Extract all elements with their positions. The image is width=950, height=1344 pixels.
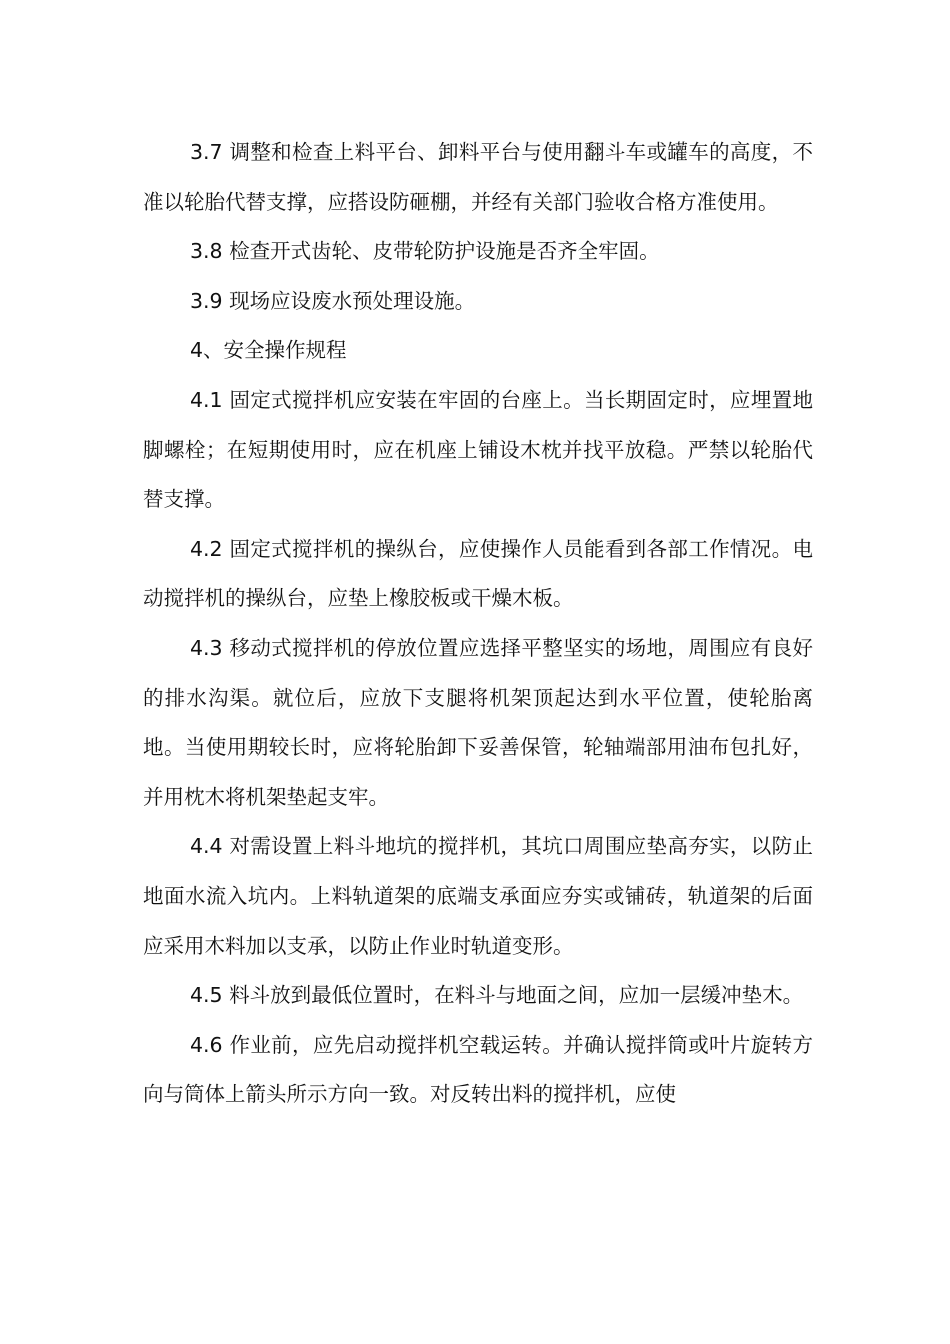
paragraph-4-5: 4.5 料斗放到最低位置时，在料斗与地面之间，应加一层缓冲垫木。	[190, 983, 804, 1008]
paragraph-3-9: 3.9 现场应设废水预处理设施。	[190, 288, 476, 313]
paragraph-3-7: 3.7 调整和检查上料平台、卸料平台与使用翻斗车或罐车的高度，不准以轮胎代替支撑，应搭设防砸棚，并经有关部门验收合格方准使用。	[143, 140, 813, 214]
paragraph-4-6: 4.6 作业前，应先启动搅拌机空载运转。并确认搅拌筒或叶片旋转方向与筒体上箭头所示方向一致。对反转出料的搅拌机，应使	[143, 1032, 813, 1107]
paragraph-4-1: 4.1 固定式搅拌机应安装在牢固的台座上。当长期固定时，应埋置地脚螺栓；在短期使用时，应在机座上铺设木枕并找平放稳。严禁以轮胎代替支撑。	[143, 387, 813, 512]
paragraph-3-8: 3.8 检查开式齿轮、皮带轮防护设施是否齐全牢固。	[190, 239, 660, 264]
document-body	[143, 128, 813, 1120]
paragraph-4-2: 4.2 固定式搅拌机的操纵台，应使操作人员能看到各部工作情况。电动搅拌机的操纵台，应垫上橡胶板或干燥木板。	[143, 536, 813, 611]
section-heading-4: 4、安全操作规程	[190, 338, 347, 363]
paragraph-4-3: 4.3 移动式搅拌机的停放位置应选择平整坚实的场地，周围应有良好的排水沟渠。就位后，应放下支腿将机架顶起达到水平位置，使轮胎离地。当使用期较长时，应将轮胎卸下妥善保管，轮轴端部用油布包扎好，并用枕木将机架垫起支牢。	[143, 635, 813, 809]
paragraph-4-4: 4.4 对需设置上料斗地坑的搅拌机，其坑口周围应垫高夯实，以防止地面水流入坑内。上料轨道架的底端支承面应夯实或铺砖，轨道架的后面应采用木料加以支承，以防止作业时轨道变形。	[143, 834, 813, 958]
